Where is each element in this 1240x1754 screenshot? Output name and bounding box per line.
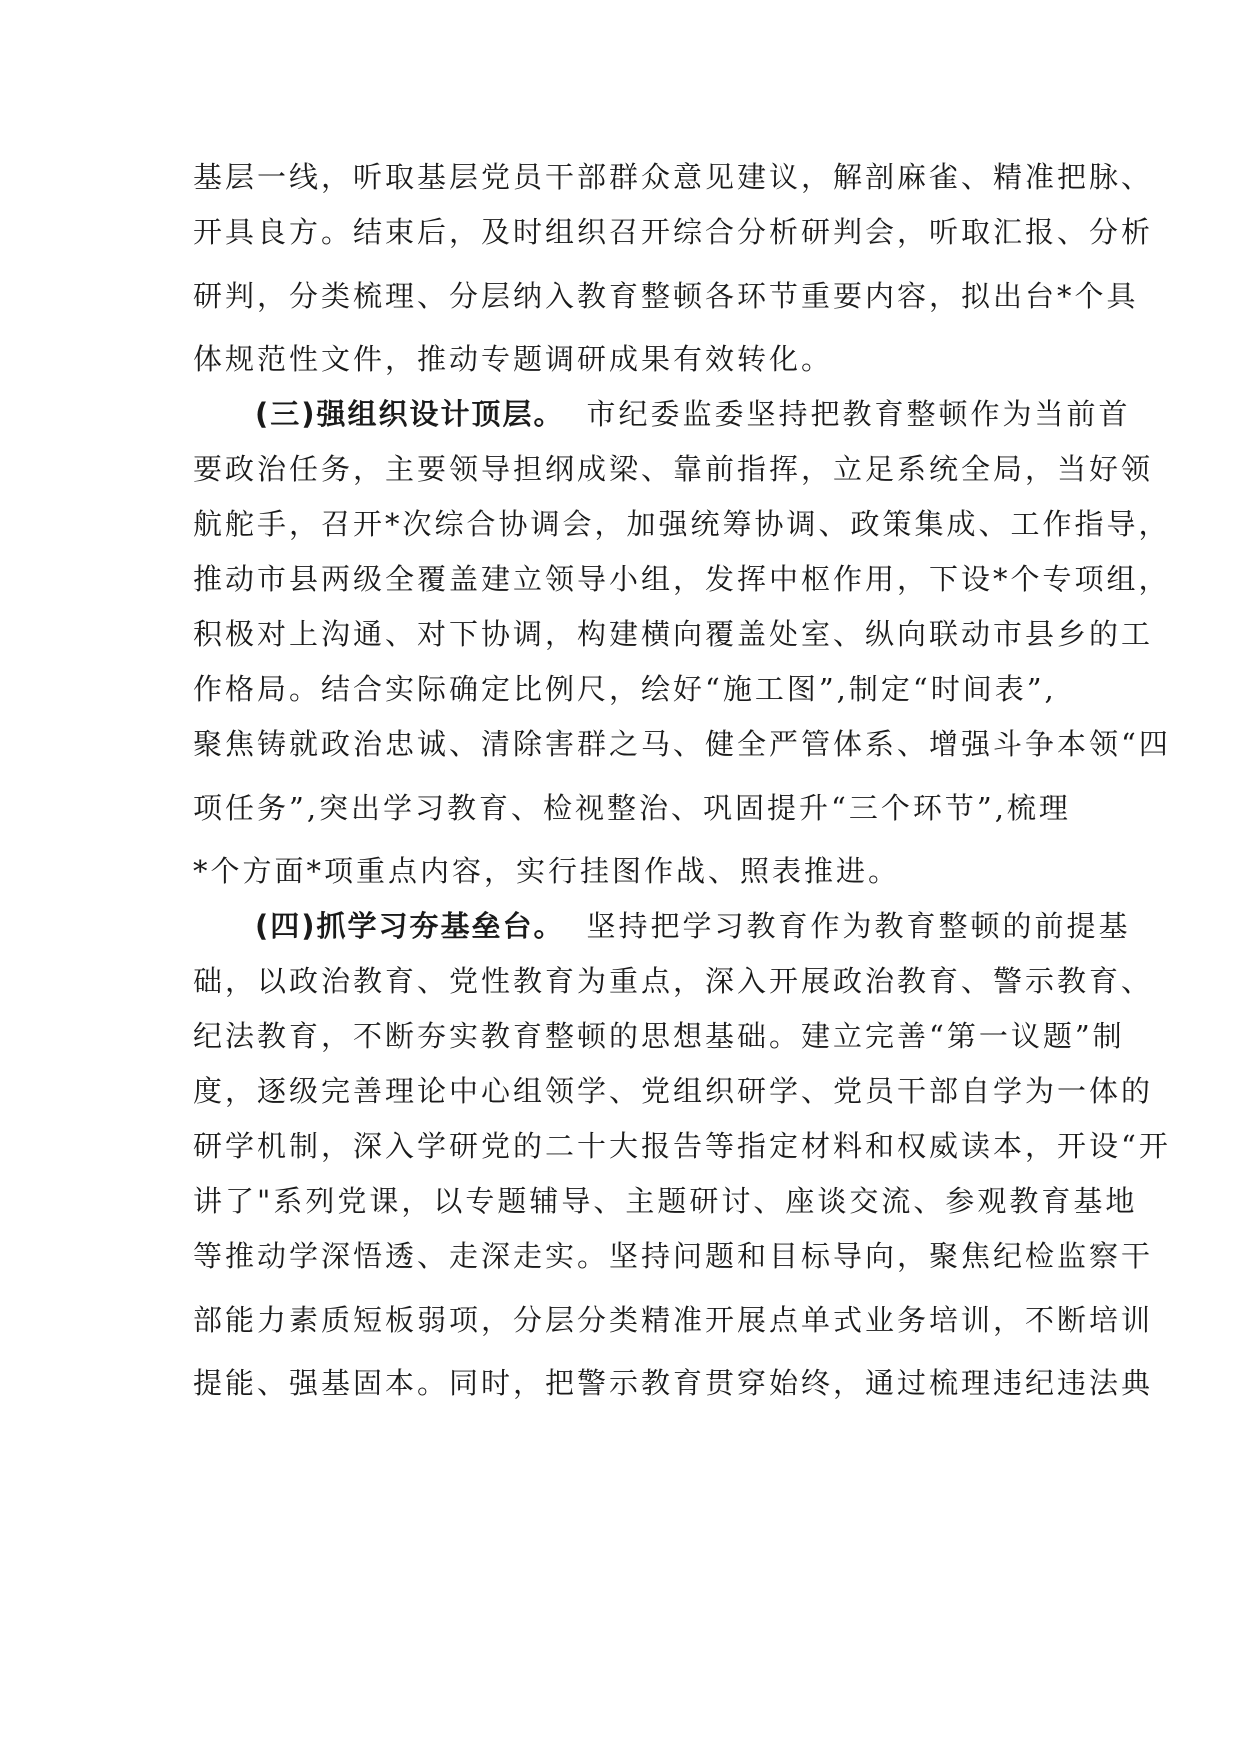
text-line: 要政治任务，主要领导担纲成梁、靠前指挥，立足系统全局，当好领	[193, 452, 1154, 486]
section-heading: (四)抓学习夯基垒台。	[255, 909, 565, 943]
text-span: 坚持把学习教育作为教育整顿的前提基	[586, 909, 1131, 943]
text-line: 开具良方。结束后，及时组织召开综合分析研判会，听取汇报、分析	[193, 215, 1154, 249]
text-line: 础，以政治教育、党性教育为重点，深入开展政治教育、警示教育、	[193, 964, 1154, 998]
text-line: 聚焦铸就政治忠诚、清除害群之马、健全严管体系、增强斗争本领“四	[193, 727, 1171, 761]
text-line: 推动市县两级全覆盖建立领导小组，发挥中枢作用，下设*个专项组，	[193, 562, 1171, 596]
text-line: 部能力素质短板弱项，分层分类精准开展点单式业务培训，不断培训	[193, 1303, 1154, 1337]
text-line: 航舵手，召开*次综合协调会，加强统筹协调、政策集成、工作指导，	[193, 507, 1171, 541]
section-heading: (三)强组织设计顶层。	[255, 397, 565, 431]
text-line: 纪法教育，不断夯实教育整顿的思想基础。建立完善“第一议题”制	[193, 1019, 1125, 1053]
text-line: 研判，分类梳理、分层纳入教育整顿各环节重要内容，拟出台*个具	[193, 279, 1139, 313]
text-line: 体规范性文件，推动专题调研成果有效转化。	[193, 342, 834, 376]
text-line: 积极对上沟通、对下协调，构建横向覆盖处室、纵向联动市县乡的工	[193, 617, 1154, 651]
text-line: 等推动学深悟透、走深走实。坚持问题和目标导向，聚焦纪检监察干	[193, 1239, 1154, 1273]
text-line: 作格局。结合实际确定比例尺，绘好“施工图”,制定“时间表”,	[193, 672, 1057, 706]
paragraph-section-3	[193, 387, 1171, 899]
text-line: 研学机制，深入学研党的二十大报告等指定材料和权威读本，开设“开	[193, 1129, 1171, 1163]
paragraph-section-4	[193, 899, 1171, 1411]
text-line: *个方面*项重点内容，实行挂图作战、照表推进。	[193, 854, 901, 888]
paragraph-continuation	[193, 150, 1154, 387]
text-line	[193, 899, 1131, 954]
text-line: 讲了"系列党课，以专题辅导、主题研讨、座谈交流、参观教育基地	[193, 1184, 1138, 1218]
text-line: 提能、强基固本。同时，把警示教育贯穿始终，通过梳理违纪违法典	[193, 1366, 1154, 1400]
document-body	[193, 150, 1171, 1411]
text-line: 度，逐级完善理论中心组领学、党组织研学、党员干部自学为一体的	[193, 1074, 1154, 1108]
text-line	[193, 387, 1131, 442]
text-span: 市纪委监委坚持把教育整顿作为当前首	[586, 397, 1131, 431]
text-line: 基层一线，听取基层党员干部群众意见建议，解剖麻雀、精准把脉、	[193, 160, 1154, 194]
text-line: 项任务”,突出学习教育、检视整治、巩固提升“三个环节”,梳理	[193, 791, 1071, 825]
